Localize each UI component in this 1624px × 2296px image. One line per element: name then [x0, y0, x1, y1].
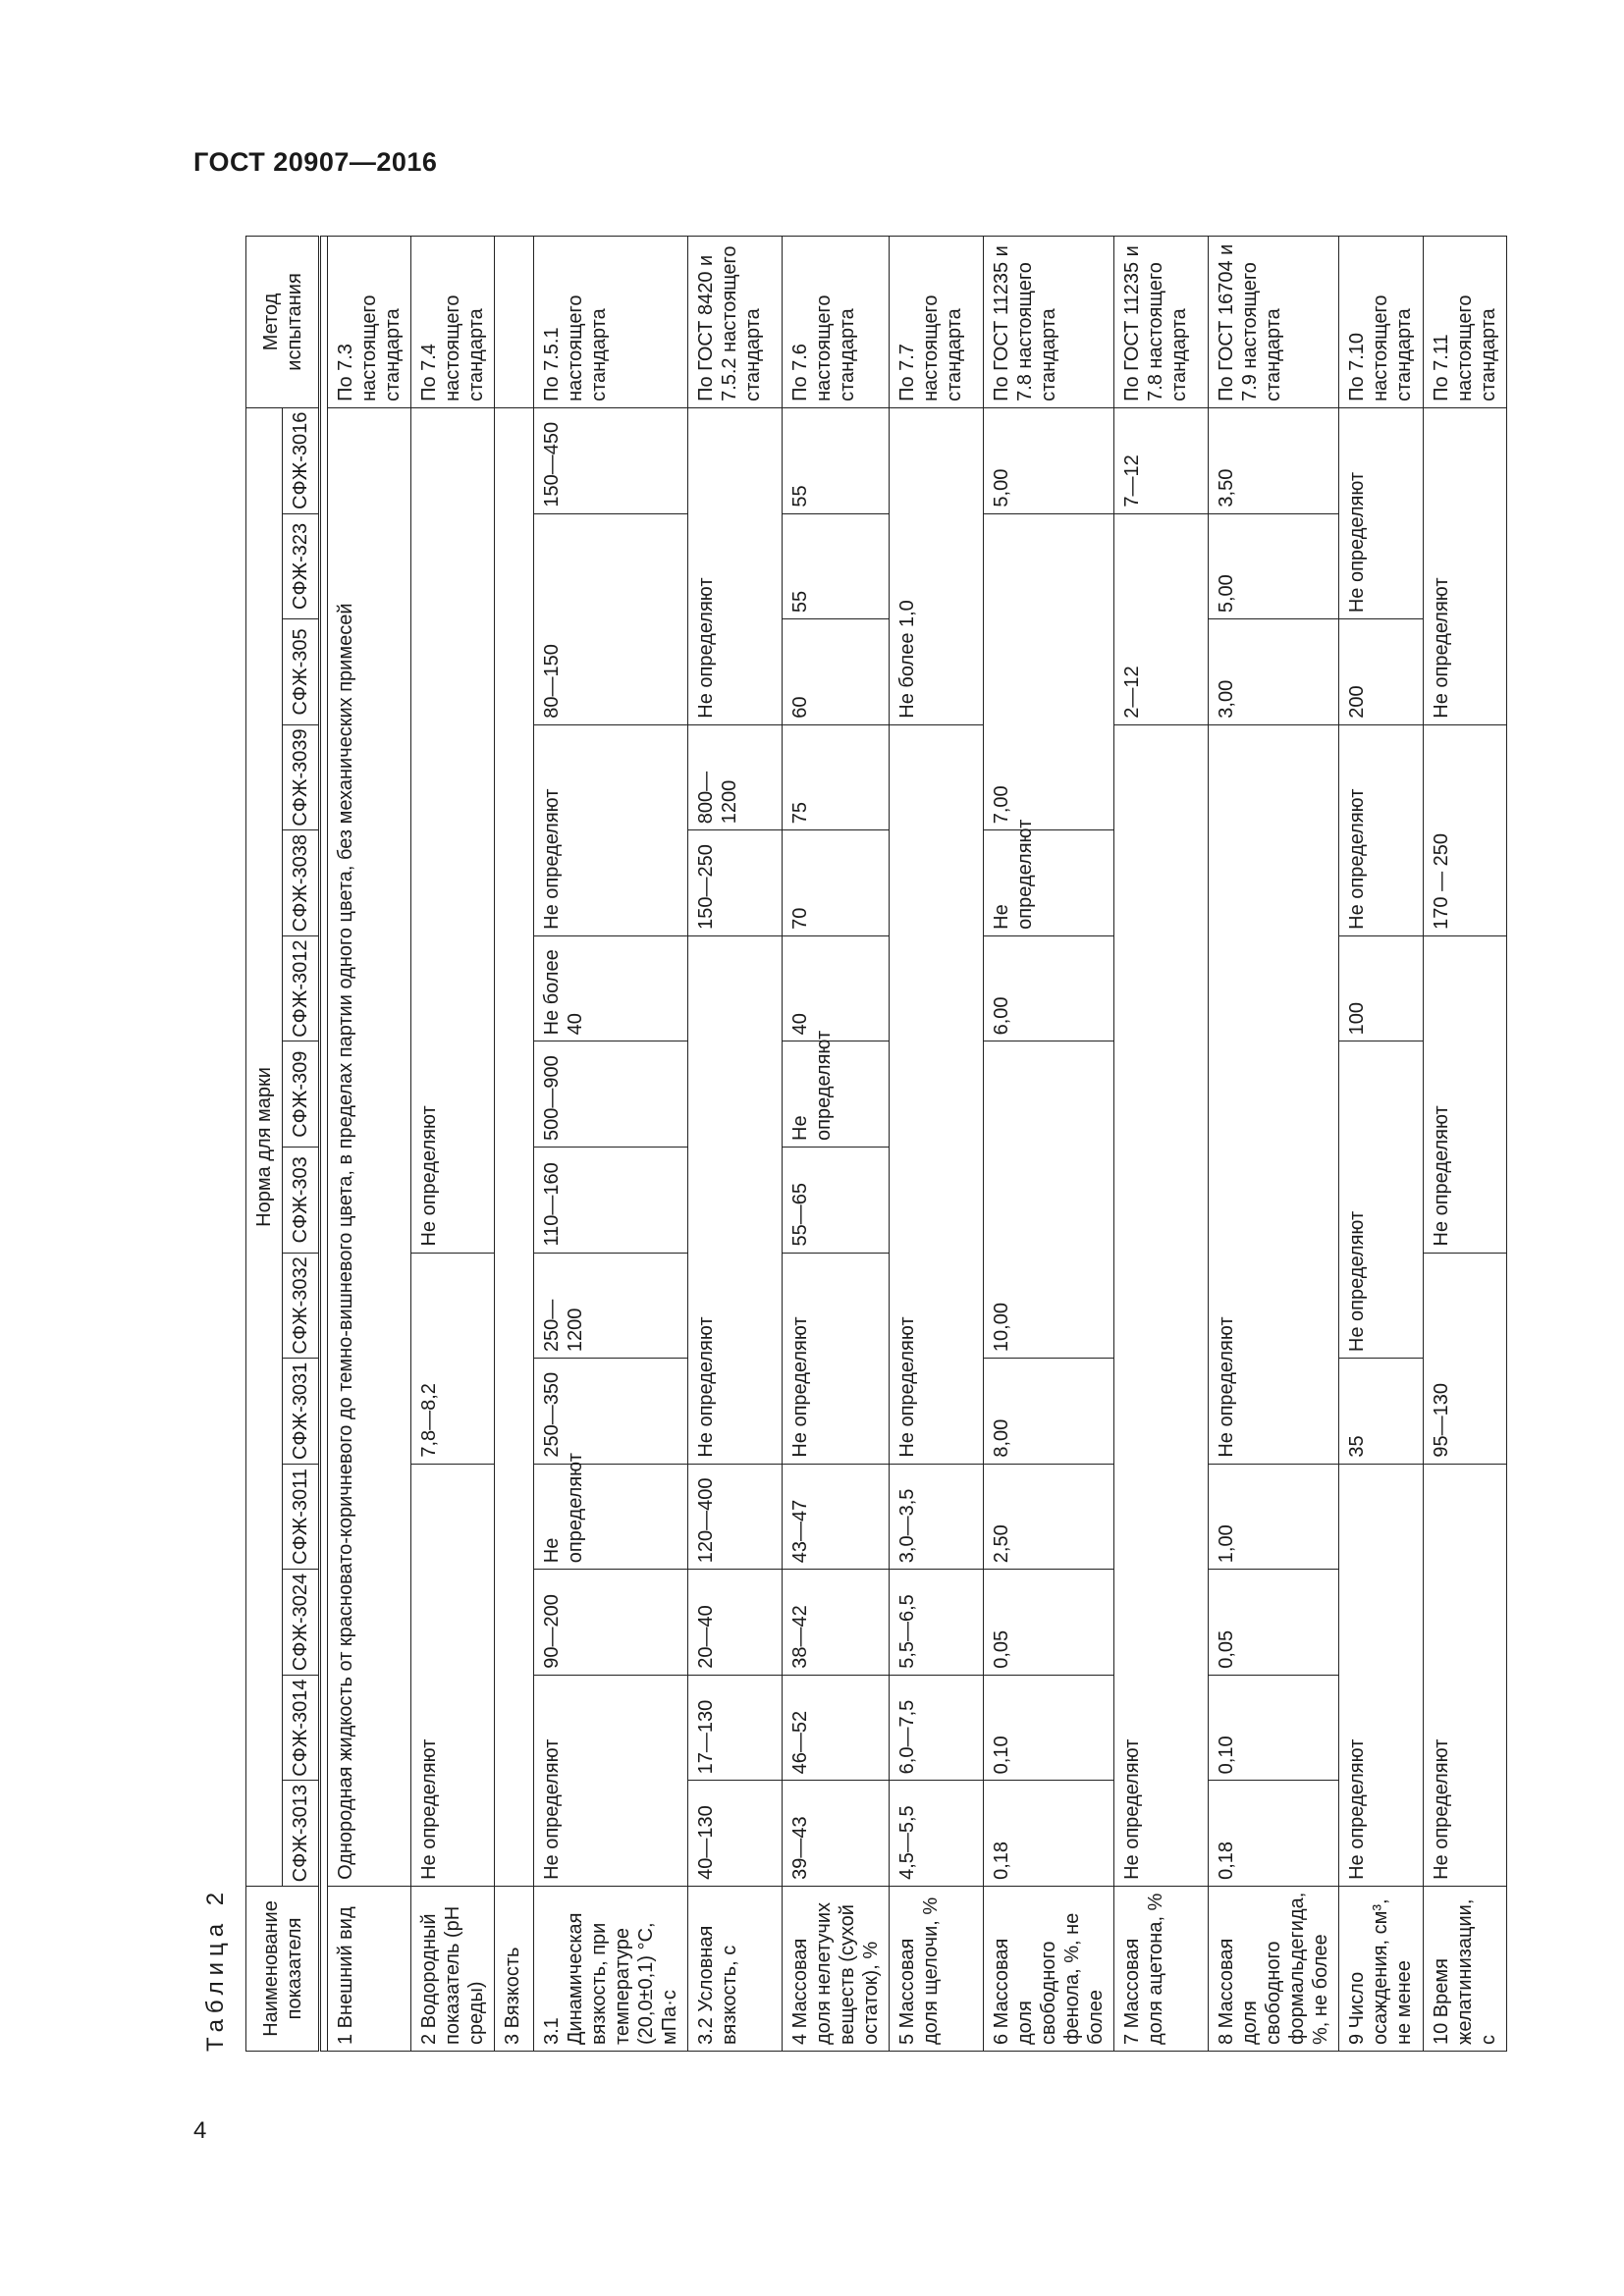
norm-cell: 4,5—5,5 — [890, 1781, 984, 1887]
norm-cell: 38—42 — [783, 1570, 890, 1676]
norm-cell: 7—12 — [1114, 407, 1209, 513]
test-method: По 7.7 настоящего стандарта — [890, 237, 984, 408]
table-row — [688, 237, 783, 2052]
test-method: По 7.6 настоящего стандарта — [783, 237, 890, 408]
norm-cell — [495, 407, 534, 1886]
norm-cell: 6,0—7,5 — [890, 1675, 984, 1781]
norm-cell: 75 — [783, 724, 890, 830]
table-row — [783, 237, 890, 2052]
norm-cell: 0,10 — [1209, 1675, 1339, 1781]
norm-cell: Не определяют — [890, 724, 984, 1464]
norm-cell: 0,18 — [984, 1781, 1114, 1887]
brand-header: СФЖ-3031 — [283, 1359, 320, 1465]
norms-table — [245, 236, 1507, 2052]
norm-cell: Не определяют — [1339, 407, 1424, 618]
brand-header: СФЖ-309 — [283, 1041, 320, 1148]
norm-cell: 0,05 — [1209, 1570, 1339, 1676]
norm-cell: 39—43 — [783, 1781, 890, 1887]
col-name-header: Наименование показателя — [246, 1886, 320, 2051]
norm-cell: Не определяют — [1424, 407, 1507, 724]
norm-cell: 8,00 — [984, 1359, 1114, 1465]
norm-cell: 250—350 — [534, 1359, 688, 1465]
table-row — [890, 237, 984, 2052]
table-row — [1339, 237, 1424, 2052]
test-method: По 7.4 настоящего стандарта — [411, 237, 495, 408]
test-method: По 7.3 настоящего стандарта — [328, 237, 411, 408]
table-row — [534, 237, 688, 2052]
norm-cell: 10,00 — [984, 1041, 1114, 1359]
norm-cell: Не определяют — [984, 830, 1114, 936]
table-row — [1424, 237, 1507, 2052]
indicator-name: 1 Внешний вид — [328, 1886, 411, 2051]
brand-header: СФЖ-303 — [283, 1147, 320, 1253]
norm-cell: 35 — [1339, 1359, 1424, 1465]
test-method: По 7.5.1 настоящего стандарта — [534, 237, 688, 408]
indicator-name: 2 Водородный показатель (pH среды) — [411, 1886, 495, 2051]
brand-header: СФЖ-3011 — [283, 1464, 320, 1570]
header-row-top — [246, 237, 283, 2052]
norm-cell: 5,00 — [984, 407, 1114, 513]
norm-cell: 150—250 — [688, 830, 783, 936]
norm-cell: 3,00 — [1209, 619, 1339, 725]
norm-cell: 90—200 — [534, 1570, 688, 1676]
norm-cell: Не определяют — [411, 1464, 495, 1886]
norm-cell: 55 — [783, 407, 890, 513]
table-row — [1209, 237, 1339, 2052]
brand-header: СФЖ-3013 — [283, 1781, 320, 1887]
norm-cell: 6,00 — [984, 935, 1114, 1041]
norm-cell: 7,8—8,2 — [411, 1253, 495, 1464]
norm-cell: 3,50 — [1209, 407, 1339, 513]
norm-cell: Не определяют — [688, 935, 783, 1464]
norm-cell: 0,05 — [984, 1570, 1114, 1676]
norm-cell: 7,00 — [984, 513, 1114, 830]
norm-cell: 0,10 — [984, 1675, 1114, 1781]
brand-header: СФЖ-3032 — [283, 1253, 320, 1359]
norm-cell: Не определяют — [534, 1675, 688, 1886]
indicator-name: 9 Число осаждения, см³, не менее — [1339, 1886, 1424, 2051]
test-method — [495, 237, 534, 408]
table-body — [328, 237, 1507, 2052]
norm-cell: 55—65 — [783, 1147, 890, 1253]
norm-cell: Не определяют — [1424, 935, 1507, 1253]
norm-cell: Однородная жидкость от красновато-коричневого до темно-вишневого цвета, в пределах партии одного цвета, без механических примесей — [328, 407, 411, 1886]
test-method: По 7.10 настоящего стандарта — [1339, 237, 1424, 408]
table-row — [411, 237, 495, 2052]
norm-cell: 200 — [1339, 619, 1424, 725]
norm-cell: Не определяют — [1424, 1464, 1507, 1886]
norm-cell: Не определяют — [1209, 724, 1339, 1464]
norm-cell: 100 — [1339, 935, 1424, 1041]
indicator-name: 3.1 Динамическая вязкость, при температуре (20,0±0,1) °С, мПа·с — [534, 1886, 688, 2051]
document-code: ГОСТ 20907—2016 — [193, 147, 438, 177]
norm-cell: Не определяют — [1339, 1464, 1424, 1886]
indicator-name: 3.2 Условная вязкость, с — [688, 1886, 783, 2051]
table-row — [1114, 237, 1209, 2052]
norm-cell: 70 — [783, 830, 890, 936]
norm-cell: 60 — [783, 619, 890, 725]
norm-cell: Не определяют — [1114, 724, 1209, 1886]
test-method: По ГОСТ 11235 и 7.8 настоящего стандарта — [1114, 237, 1209, 408]
norm-cell: 2,50 — [984, 1464, 1114, 1570]
norm-cell: 110—160 — [534, 1147, 688, 1253]
table-caption: Таблица 2 — [202, 1886, 229, 2052]
norm-cell: 5,00 — [1209, 513, 1339, 619]
norm-cell: Не определяют — [534, 724, 688, 935]
norm-cell: Не определяют — [534, 1464, 688, 1570]
test-method: По ГОСТ 11235 и 7.8 настоящего стандарта — [984, 237, 1114, 408]
brand-header: СФЖ-305 — [283, 619, 320, 725]
brand-header: СФЖ-3012 — [283, 935, 320, 1041]
norm-cell: 0,18 — [1209, 1781, 1339, 1887]
test-method: По ГОСТ 16704 и 7.9 настоящего стандарта — [1209, 237, 1339, 408]
norm-cell: 80—150 — [534, 513, 688, 724]
norm-cell: 150—450 — [534, 407, 688, 513]
brand-header: СФЖ-3014 — [283, 1675, 320, 1781]
page-number: 4 — [193, 2117, 207, 2144]
norm-cell: Не определяют — [783, 1041, 890, 1148]
norm-cell: Не определяют — [411, 407, 495, 1253]
indicator-name: 7 Массовая доля ацетона, % — [1114, 1886, 1209, 2051]
brand-header: СФЖ-323 — [283, 513, 320, 619]
norm-cell: Не определяют — [783, 1253, 890, 1464]
norm-cell: 3,0—3,5 — [890, 1464, 984, 1570]
col-norm-header: Норма для марки — [246, 407, 283, 1886]
header-separator — [320, 237, 328, 2052]
norm-cell: 800—1200 — [688, 724, 783, 830]
col-method-header: Метод испытания — [246, 237, 320, 408]
table-row — [495, 237, 534, 2052]
indicator-name: 8 Массовая доля свободного формальдегида, %, не более — [1209, 1886, 1339, 2051]
norm-cell: 5,5—6,5 — [890, 1570, 984, 1676]
norm-cell: Не более 40 — [534, 935, 688, 1041]
norm-cell: 170 — 250 — [1424, 724, 1507, 935]
brand-header: СФЖ-3024 — [283, 1570, 320, 1676]
table-row — [984, 237, 1114, 2052]
norm-cell: 250—1200 — [534, 1253, 688, 1359]
norm-cell: Не определяют — [1339, 1041, 1424, 1359]
norm-cell: 55 — [783, 513, 890, 619]
table-row — [328, 237, 411, 2052]
brand-header: СФЖ-3038 — [283, 830, 320, 936]
indicator-name: 4 Массовая доля нелетучих веществ (сухой остаток), % — [783, 1886, 890, 2051]
norm-cell: 95—130 — [1424, 1253, 1507, 1464]
indicator-name: 6 Массовая доля свободного фенола, %, не более — [984, 1886, 1114, 2051]
norm-cell: 17—130 — [688, 1675, 783, 1781]
norm-cell: 2—12 — [1114, 513, 1209, 724]
norm-cell: 500—900 — [534, 1041, 688, 1148]
test-method: По ГОСТ 8420 и 7.5.2 настоящего стандарта — [688, 237, 783, 408]
norm-cell: 1,00 — [1209, 1464, 1339, 1570]
norm-cell: 40—130 — [688, 1781, 783, 1887]
norm-cell: Не определяют — [1339, 724, 1424, 935]
indicator-name: 3 Вязкость — [495, 1886, 534, 2051]
norm-cell: 120—400 — [688, 1464, 783, 1570]
brand-header: СФЖ-3039 — [283, 724, 320, 830]
norm-cell: 46—52 — [783, 1675, 890, 1781]
brand-header-row — [283, 237, 320, 2052]
rotated-table-region — [196, 206, 1507, 2052]
test-method: По 7.11 настоящего стандарта — [1424, 237, 1507, 408]
norm-cell: Не определяют — [688, 407, 783, 724]
norm-cell: 20—40 — [688, 1570, 783, 1676]
norm-cell: 43—47 — [783, 1464, 890, 1570]
indicator-name: 5 Массовая доля щелочи, % — [890, 1886, 984, 2051]
norm-cell: Не более 1,0 — [890, 407, 984, 724]
norm-cell: 40 — [783, 935, 890, 1041]
indicator-name: 10 Время желатинизации, с — [1424, 1886, 1507, 2051]
brand-header: СФЖ-3016 — [283, 407, 320, 513]
